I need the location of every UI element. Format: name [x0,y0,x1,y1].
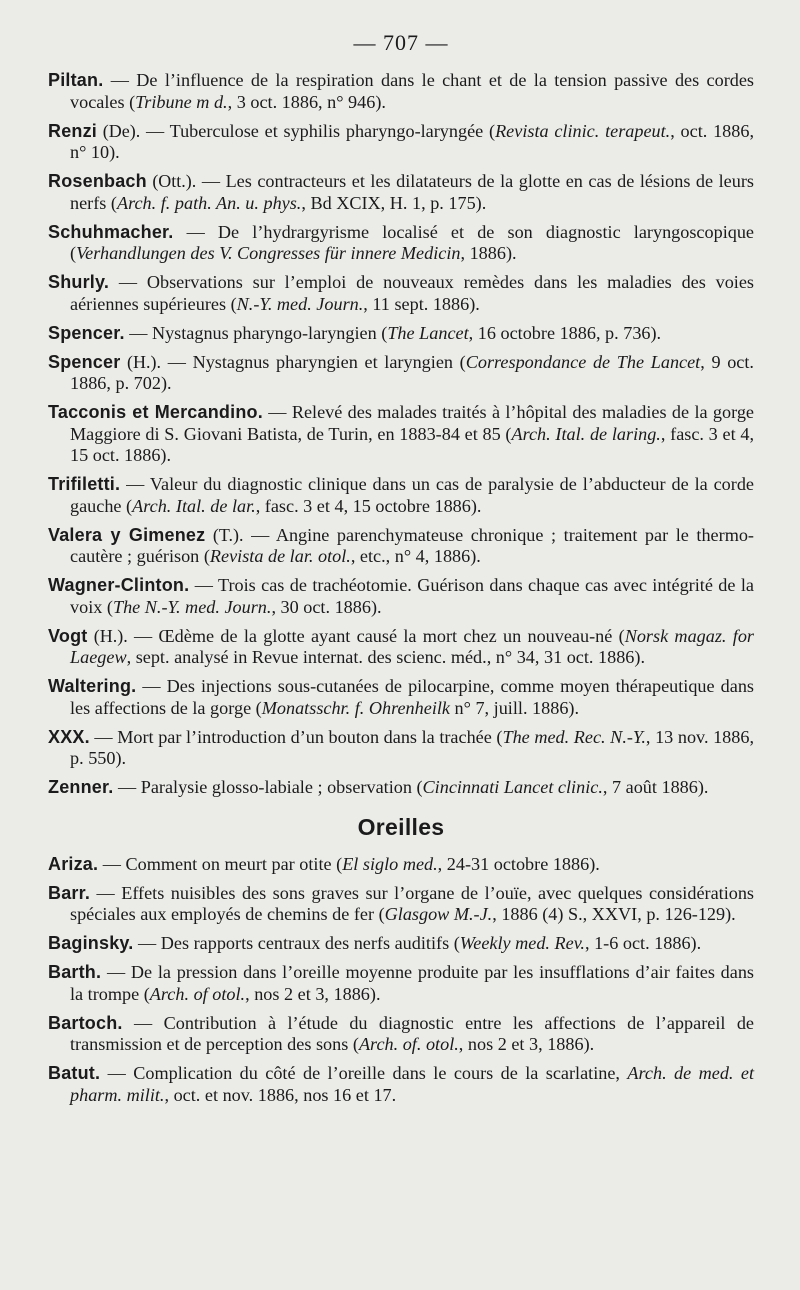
entry-separator: — [98,853,126,874]
bibliography-entry [48,1013,754,1056]
journal-source: Weekly med. Rev. [459,933,585,953]
author-name: Spencer [48,351,121,372]
citation-details: , sept. analysé in Revue internat. des scienc. méd., n° 34, 31 oct. 1886). [126,647,646,667]
citation-details: , oct. et nov. 1886, nos 16 et 17. [164,1084,397,1105]
author-name: Waltering. [48,676,137,696]
citation-details: , 7 août 1886). [602,777,709,797]
entry-separator: — [262,402,292,422]
author-name: Vogt [48,625,88,646]
author-name: Renzi [48,120,98,141]
entry-separator: — [113,777,141,797]
bibliography-entry [48,676,754,719]
entry-title: Paralysie glosso-labiale ; observation ( [140,777,423,797]
journal-source: The med. Rec. N.-Y. [502,726,646,747]
citation-details: , oct. 1886, n° 10). [70,120,754,162]
journal-source: Revista de lar. otol. [209,546,351,566]
entry-title: Les contracteurs et les dilatateurs de la glotte en cas de lésions de leurs nerfs ( [70,171,754,213]
bibliography-entry [48,70,754,113]
bibliography-entry [48,272,754,315]
citation-details: , 9 oct. 1886, p. 702). [70,351,754,393]
bibliography-entry [48,402,754,467]
entry-separator: — [90,882,122,903]
entry-title: Comment on meurt par otite ( [125,853,343,874]
journal-source: Revista clinic. terapeut. [495,120,671,141]
bibliography-entry [48,323,754,345]
bibliography-entry [48,727,754,770]
entry-title: De l’hydrargyrisme localisé et de son diagnostic laryngoscopique ( [70,221,755,263]
author-name: Tacconis et Mercandino. [48,402,263,422]
author-name: Zenner. [48,777,114,797]
author-initials: (Ott.). [146,171,197,191]
author-name: Barth. [48,962,102,982]
author-name: Batut. [48,1063,101,1083]
bibliography-entry [48,854,754,876]
journal-source: Glasgow M.-J. [384,904,493,924]
entry-title: Trois cas de trachéotomie. Guérison dans chaque cas avec intégrité de la voix ( [70,575,755,617]
journal-source: N.-Y. med. Journ. [236,293,364,314]
entry-title: Observations sur l’emploi de nouveaux remèdes dans les maladies des voies aériennes supérieures ( [70,272,755,314]
journal-source: El siglo med. [342,853,438,874]
citation-details: , 11 sept. 1886). [363,293,480,314]
entry-separator: — [109,272,147,292]
author-name: XXX. [48,726,90,747]
entry-separator: — [100,1063,134,1083]
journal-source: The N.-Y. med. Journ. [112,596,272,617]
entry-separator: — [243,524,276,545]
entry-title: Contribution à l’étude du diagnostic entre les affections de l’appareil de transmission et de perception des sons ( [70,1012,754,1054]
author-name: Ariza. [48,853,99,874]
entry-separator: — [173,221,218,242]
author-initials: (De). [97,120,141,141]
citation-details: , 1886 (4) S., XXVI, p. 126-129). [492,904,736,924]
journal-source: Norsk magaz. for Laegew [70,625,754,667]
entry-separator: — [120,474,150,494]
journal-source: Monatsschr. f. Ohrenheilk [261,697,450,718]
citation-details: , nos 2 et 3, 1886). [245,983,381,1004]
entry-separator: — [124,322,152,343]
entry-separator: — [127,625,159,646]
entry-separator: — [133,933,161,953]
author-initials: (T.). [205,524,244,545]
bibliography-entry [48,575,754,618]
journal-source: Correspondance de The Lancet [465,351,701,372]
journal-source: Verhandlungen des V. Congresses für innere Medicin [76,243,461,263]
entry-title: Des rapports centraux des nerfs auditifs ( [160,933,460,953]
entry-separator: — [140,120,170,141]
page-number: — 707 — [353,30,449,55]
journal-source: Arch. Ital. de lar. [132,495,256,516]
entry-separator: — [196,171,226,191]
entry-title: Valeur du diagnostic clinique dans un cas de paralysie de l’abducteur de la corde gauche ( [70,474,754,516]
entry-title: Des injections sous-cutanées de pilocarpine, comme moyen thérapeutique dans les affections de la gorge ( [70,676,754,718]
journal-source: Arch. of otol. [149,983,246,1004]
author-name: Wagner-Clinton. [48,575,190,595]
entry-title: Nystagnus pharyngien et laryngien ( [192,351,466,372]
citation-details: , fasc. 3 et 4, 15 oct. 1886). [70,423,754,465]
bibliography-entry [48,121,754,164]
entry-separator: — [189,575,218,595]
author-name: Rosenbach [48,171,147,191]
author-initials: (H.). [120,351,162,372]
bibliography-entry [48,222,754,265]
author-initials: (H.). [87,625,128,646]
bibliography-entry [48,933,754,955]
citation-details: , 13 nov. 1886, p. 550). [70,726,755,768]
citation-details: , 30 oct. 1886). [271,596,382,617]
entry-title: Œdème de la glotte ayant causé la mort chez un nouveau-né ( [158,625,625,646]
citation-details: , 16 octobre 1886, p. 736). [468,322,662,343]
journal-source: Cincinnati Lancet clinic. [422,777,603,797]
citation-details: , 24-31 octobre 1886). [437,853,600,874]
author-name: Schuhmacher. [48,221,174,242]
section-heading: Oreilles [357,813,445,840]
entry-title: De la pression dans l’oreille moyenne produite par les insufflations d’air faites dans la trompe ( [70,962,754,1004]
author-name: Spencer. [48,322,125,343]
entry-title: Tuberculose et syphilis pharyngo-laryngée ( [169,120,496,141]
entry-separator: — [122,1012,164,1033]
bibliography-entry [48,474,754,517]
journal-source: Arch. Ital. de laring. [511,423,661,444]
author-name: Bartoch. [48,1012,123,1033]
author-name: Shurly. [48,272,110,292]
citation-details: , nos 2 et 3, 1886). [458,1034,595,1054]
journal-source: Arch. f. path. An. u. phys. [116,192,302,213]
journal-source: Arch. de med. et pharm. milit. [70,1063,755,1105]
bibliography-entry [48,171,754,214]
entry-title: Relevé des malades traités à l’hôpital des maladies de la gorge Maggiore di S. Giovani Batista, de Turin, en 1883-84 et 85 ( [70,402,754,444]
bibliography-entry [48,1063,754,1106]
citation-details: , Bd XCIX, H. 1, p. 175). [301,192,487,213]
bibliography [48,70,754,1106]
bibliography-entry [48,352,754,395]
citation-details: , etc., n° 4, 1886). [350,546,481,566]
citation-details: n° 7, juill. 1886). [450,697,580,718]
citation-details: , 1-6 oct. 1886). [584,933,702,953]
citation-details: , 3 oct. 1886, n° 946). [227,91,386,112]
bibliography-entry [48,962,754,1005]
entry-title: De l’influence de la respiration dans le chant et de la tension passive des cordes vocales ( [70,70,755,112]
author-name: Valera y Gimenez [48,524,206,545]
entry-title: Mort par l’introduction d’un bouton dans la trachée ( [117,726,503,747]
entry-title: Nystagnus pharyngo-laryngien ( [151,322,388,343]
entry-title: Complication du côté de l’oreille dans le cours de la scarlatine, [133,1063,628,1083]
author-name: Trifiletti. [48,474,121,494]
journal-source: Tribune m d. [135,91,228,112]
entry-separator: — [161,351,193,372]
entry-title: Effets nuisibles des sons graves sur l’organe de l’ouïe, avec quelques considérations spéciales aux employés de chemins de fer ( [70,882,755,924]
author-name: Piltan. [48,70,104,90]
entry-title: Angine parenchymateuse chronique ; traitement par le thermo-cautère ; guérison ( [70,524,754,566]
bibliography-entry [48,883,754,926]
bibliography-entry [48,525,754,568]
entry-separator: — [101,962,131,982]
journal-source: The Lancet [387,322,469,343]
author-name: Baginsky. [48,933,134,953]
author-name: Barr. [48,882,91,903]
citation-details: , fasc. 3 et 4, 15 octobre 1886). [255,495,482,516]
journal-source: Arch. of. otol. [358,1034,459,1054]
citation-details: , 1886). [460,243,517,263]
entry-separator: — [136,676,167,696]
entry-separator: — [103,70,137,90]
bibliography-entry [48,777,754,799]
bibliography-entry [48,626,754,669]
entry-separator: — [89,726,118,747]
